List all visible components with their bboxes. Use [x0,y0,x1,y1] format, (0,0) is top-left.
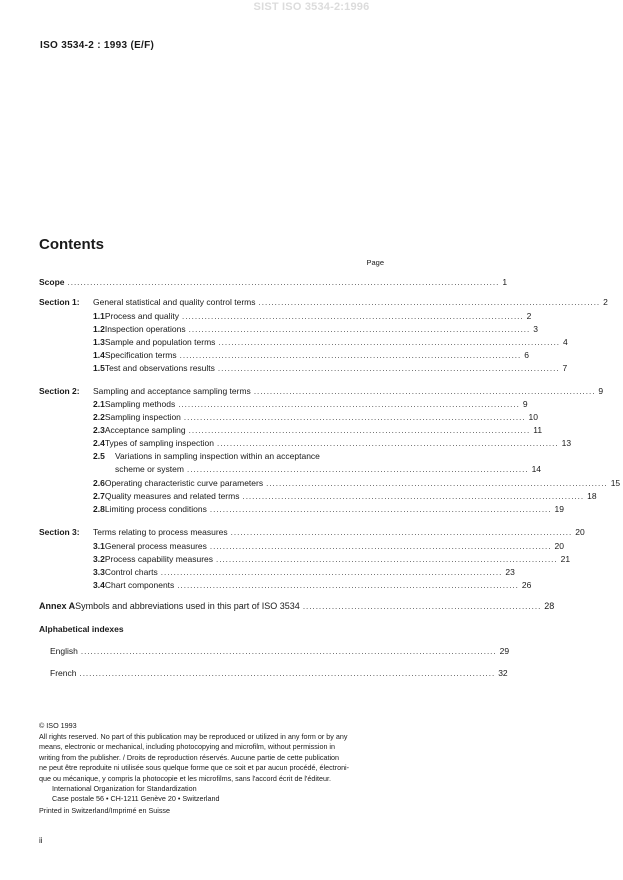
dot-leader: .......................................................................................................... [188,426,531,435]
dot-leader: ................................................................................................................................. [79,669,496,678]
toc-page: 3 [533,324,538,334]
section-label: Section 1: [39,297,80,307]
toc-title: Specification terms [104,350,177,360]
toc-page: 28 [544,601,555,611]
toc-title: General statistical and quality control terms [93,297,256,307]
toc-item[interactable] [93,567,515,577]
copyright-text: ne peut être reproduite ni utilisée sous quelque forme que ce soit et par aucun procédé, électroni- [39,763,350,773]
dot-leader: .......................................................................................................... [186,465,529,474]
toc-num: 2.6 [93,478,105,488]
toc-num: 2.1 [93,399,105,409]
section-label: Section 3: [39,527,80,537]
toc-num: 1.5 [93,363,105,373]
toc-page: 1 [502,277,508,287]
organization [52,784,220,804]
toc-page: 29 [499,646,510,656]
toc-page: 9 [522,399,528,409]
toc-title: English [50,646,78,656]
toc-item-continuation[interactable] [115,464,542,474]
dot-leader: .......................................................................................................... [266,479,608,488]
page-title: Contents [39,236,104,253]
toc-page: 20 [575,527,585,537]
toc-page: 4 [563,337,568,347]
toc-page: 9 [598,386,604,396]
watermark: SIST ISO 3534-2:1996 [253,1,370,13]
toc-title: French [50,668,77,678]
toc-item[interactable] [93,541,564,551]
standard-id: ISO 3534-2 : 1993 (E/F) [40,40,155,51]
toc-title: Process and quality [104,311,180,321]
toc-title: Chart components [104,580,175,590]
toc-item-wrapped[interactable] [93,451,320,461]
copyright-text: que ou mécanique, y compris la photocopie et les microfilms, sans l'accord écrit de l'éditeur. [39,773,331,783]
section-label: Section 2: [39,386,80,396]
toc-label: Scope [39,277,65,287]
organization-name: International Organization for Standardization [52,784,197,793]
toc-item[interactable] [93,363,568,373]
toc-page: 21 [560,554,571,564]
toc-item[interactable] [93,311,532,321]
toc-title: Test and observations results [104,363,215,373]
toc-index-french[interactable] [50,668,508,678]
toc-title: Sampling and acceptance sampling terms [93,386,251,396]
toc-num: 2.7 [93,491,105,501]
toc-item[interactable] [93,504,564,514]
toc-page: 19 [554,504,564,514]
toc-page: 26 [521,580,532,590]
dot-leader: .......................................................................................................... [253,387,596,396]
toc-page: 10 [528,412,538,422]
toc-page: 11 [533,425,543,435]
dot-leader: .......................................................................................................... [217,364,560,373]
toc-title: Process capability measures [104,554,214,564]
toc-num: 2.5 [93,451,105,461]
toc-title: Terms relating to process measures [93,527,228,537]
dot-leader: .......................................................................................................... [216,555,558,564]
toc-page: 32 [498,668,508,678]
toc-item[interactable] [93,337,568,347]
organization-address: Case postale 56 • CH-1211 Genève 20 • Switzerland [52,794,220,803]
toc-section-1[interactable] [93,297,608,307]
dot-leader: .......................................................................................................... [183,413,526,422]
toc-num: 2.8 [93,504,105,514]
toc-item[interactable] [93,425,543,435]
toc-label: Annex A [39,601,76,611]
dot-leader: .......................................................................................................... [218,338,561,347]
toc-num: 3.3 [93,567,105,577]
copyright-text: All rights reserved. No part of this publication may be reproduced or utilized in any form or by any [39,731,348,741]
toc-num: 3.1 [93,541,105,551]
toc-page: 18 [587,491,597,501]
printed-note: Printed in Switzerland/Imprimé en Suisse [39,806,171,815]
page-number: ii [39,836,43,845]
toc-item[interactable] [93,438,572,448]
copyright-text: means, electronic or mechanical, including photocopying and microfilm, without permission in [39,742,336,752]
toc-page: 7 [562,363,568,373]
dot-leader: .......................................................................................................... [182,312,524,321]
copyright-block [39,721,389,785]
dot-leader: .......................................................................................................... [160,568,503,577]
toc-item[interactable] [93,412,538,422]
toc-page: 15 [610,478,621,488]
dot-leader: ...................................................................................................................................... [67,278,500,287]
toc-page: 6 [524,350,529,360]
toc-num: 2.4 [93,438,105,448]
toc-title: Types of sampling inspection [104,438,214,448]
toc-page: 14 [531,464,542,474]
toc-title: General process measures [104,541,207,551]
copyright-line: © ISO 1993 [39,721,77,730]
toc-num: 3.2 [93,554,105,564]
toc-page: 20 [554,541,564,551]
toc-num: 1.2 [93,324,105,334]
toc-title: Operating characteristic curve parameters [104,478,264,488]
toc-section-2[interactable] [93,386,604,396]
toc-annex[interactable] [39,601,555,611]
dot-leader: .......................................................................... [302,602,542,611]
dot-leader: .......................................................................................................... [177,581,519,590]
toc-num: 2.2 [93,412,105,422]
toc-index-english[interactable] [50,646,510,656]
toc-num: 1.3 [93,337,105,347]
dot-leader: .......................................................................................................... [179,351,522,360]
toc-item[interactable] [93,350,529,360]
toc-page: 23 [505,567,515,577]
dot-leader: ................................................................................................................................. [80,647,497,656]
toc-title: Control charts [104,567,158,577]
toc-section-3[interactable] [93,527,585,537]
toc-item[interactable] [93,580,532,590]
page-column-header: Page [366,258,384,267]
toc-item[interactable] [93,491,597,501]
dot-leader: .......................................................................................................... [230,528,573,537]
toc-title: Sampling methods [104,399,176,409]
dot-leader: .......................................................................................................... [258,298,601,307]
dot-leader: .......................................................................................................... [216,439,559,448]
indexes-heading: Alphabetical indexes [39,624,124,634]
toc-page: 2 [526,311,532,321]
toc-num: 1.4 [93,350,105,360]
toc-title: Variations in sampling inspection within an acceptance [115,451,320,461]
dot-leader: .......................................................................................................... [209,542,552,551]
dot-leader: .......................................................................................................... [188,325,531,334]
toc-title: Sample and population terms [104,337,216,347]
toc-title: Symbols and abbreviations used in this part of ISO 3534 [75,601,300,611]
toc-num: 3.4 [93,580,105,590]
toc-title: Inspection operations [104,324,186,334]
toc-title: Acceptance sampling [104,425,186,435]
toc-item[interactable] [93,399,528,409]
toc-title: Sampling inspection [104,412,181,422]
toc-page: 13 [561,438,572,448]
toc-num: 2.3 [93,425,105,435]
dot-leader: .......................................................................................................... [178,400,520,409]
toc-title-line2: scheme or system [115,464,184,474]
toc-page: 2 [603,297,608,307]
copyright-text: writing from the publisher. / Droits de reproduction réservés. Aucune partie de cette publication [39,752,340,762]
toc-item[interactable] [93,324,538,334]
dot-leader: .......................................................................................................... [242,492,585,501]
toc-title: Quality measures and related terms [104,491,240,501]
dot-leader: .......................................................................................................... [209,505,552,514]
toc-title: Limiting process conditions [104,504,207,514]
toc-item[interactable] [93,478,621,488]
toc-item[interactable] [93,554,571,564]
toc-num: 1.1 [93,311,105,321]
toc-scope[interactable] [39,277,508,287]
